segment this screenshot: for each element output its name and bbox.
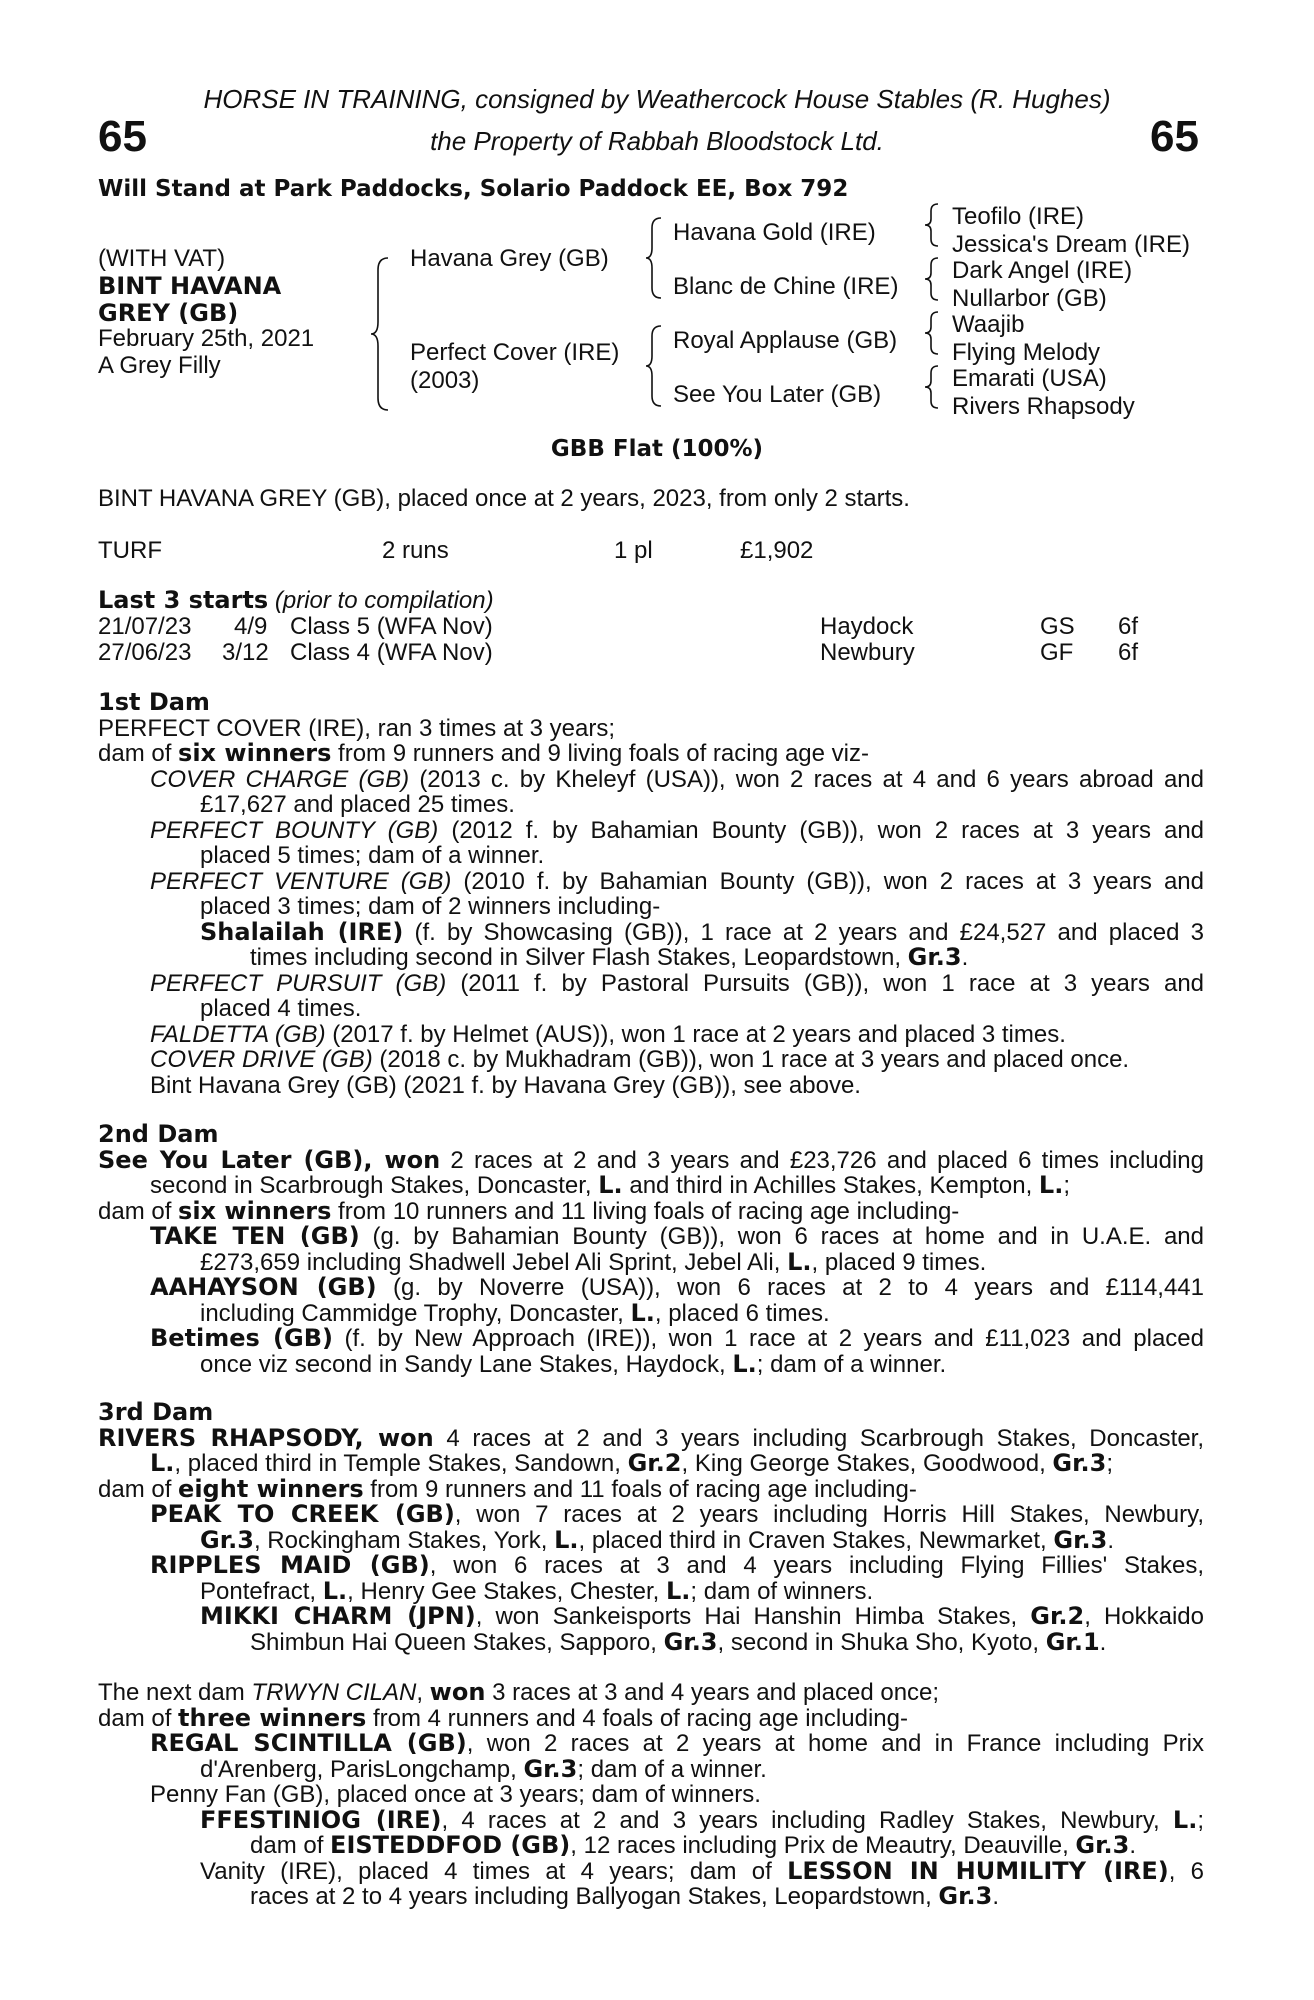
pedigree-sdd: Nullarbor (GB) [952,285,1107,312]
second-dam-line: See You Later (GB), won 2 races at 2 and 3 years and £23,726 and placed 6 times including [98,1145,1204,1174]
grand-produce-entry-cont: times including second in Silver Flash Stakes, Leopardstown, Gr.3. [250,943,969,971]
grand-produce-entry: Vanity (IRE), placed 4 times at 4 years; dam of LESSON IN HUMILITY (IRE), 6 [200,1856,1205,1885]
start-going: GF [1040,639,1074,666]
third-dam-produce-line: dam of eight winners from 9 runners and 11 foals of racing age including- [98,1474,917,1503]
third-dam-line: RIVERS RHAPSODY, won 4 races at 2 and 3 years including Scarbrough Stakes, Doncaster, [98,1423,1204,1452]
pedigree-dss: Waajib [952,311,1025,338]
second-dam-title: 2nd Dam [98,1120,219,1148]
lot-number-left: 65 [98,112,147,161]
produce-entry: REGAL SCINTILLA (GB), won 2 races at 2 years at home and in France including Prix [150,1729,1204,1757]
record-earnings: £1,902 [740,537,814,564]
horse-name-line2: GREY (GB) [98,299,239,327]
grand-produce-entry: FFESTINIOG (IRE), 4 races at 2 and 3 years including Radley Stakes, Newbury, L.; [200,1805,1204,1834]
race-summary: BINT HAVANA GREY (GB), placed once at 2 years, 2023, from only 2 starts. [98,485,910,512]
pedigree-sss: Teofilo (IRE) [952,203,1085,230]
start-course: Newbury [820,639,915,666]
second-dam-line-cont: second in Scarbrough Stakes, Doncaster, L. and third in Achilles Stakes, Kempton, L.; [150,1171,1071,1199]
third-dam-line-cont: L., placed third in Temple Stakes, Sandown, Gr.2, King George Stakes, Goodwood, Gr.3; [150,1449,1114,1477]
produce-entry: PERFECT BOUNTY (GB) (2012 f. by Bahamian Bounty (GB)), won 2 races at 3 years and [150,816,1205,844]
record-placed: 1 pl [614,537,653,564]
start-race: Class 4 (WFA Nov) [290,639,493,666]
pedigree-sire: Havana Grey (GB) [410,245,609,272]
second-dam-produce-line: dam of six winners from 10 runners and 11 living foals of racing age including- [98,1196,960,1225]
last-starts-heading [98,588,494,614]
last-starts-note: (prior to compilation) [274,587,494,614]
vat-note: (WITH VAT) [98,245,226,272]
pedigree-dam-year: (2003) [410,367,480,394]
start-date: 21/07/23 [98,613,192,640]
pedigree-dds: Emarati (USA) [952,365,1107,392]
gbb-rating: GBB Flat (100%) [550,436,764,462]
pedigree-brace-dd [924,364,940,410]
pedigree-brace-dam [645,324,663,408]
grand-produce-entry-cont: Shimbun Hai Queen Stakes, Sapporo, Gr.3, second in Shuka Sho, Kyoto, Gr.1. [250,1627,1107,1656]
lot-number-right: 65 [1150,112,1199,161]
first-dam-produce-line: dam of six winners from 9 runners and 9 living foals of racing age viz- [98,739,869,767]
produce-entry: PEAK TO CREEK (GB), won 7 races at 2 years including Horris Hill Stakes, Newbury, [150,1500,1205,1528]
produce-entry: FALDETTA (GB) (2017 f. by Helmet (AUS)), won 1 race at 2 years and placed 3 times. [150,1020,1066,1048]
start-going: GS [1040,613,1075,640]
second-dam-section [98,1122,1204,1377]
start-distance: 6f [1118,613,1139,640]
produce-entry: PERFECT VENTURE (GB) (2010 f. by Bahamian Bounty (GB)), won 2 races at 3 years and [150,867,1204,895]
produce-entry-cont: placed 5 times; dam of a winner. [200,842,545,869]
next-dam-section [98,1680,1204,1910]
third-dam-title: 3rd Dam [98,1398,214,1426]
start-date: 27/06/23 [98,639,192,666]
produce-entry: Bint Havana Grey (GB) (2021 f. by Havana Grey (GB)), see above. [150,1071,861,1099]
produce-entry-cont: placed 3 times; dam of 2 winners including- [200,893,661,920]
stand-location: Will Stand at Park Paddocks, Solario Paddock EE, Box 792 [98,176,849,202]
pedigree-ssd: Jessica's Dream (IRE) [952,231,1190,258]
grand-produce-entry-cont: races at 2 to 4 years including Ballyogan Stakes, Leopardstown, Gr.3. [250,1882,1000,1910]
next-dam-line: The next dam TRWYN CILAN, won 3 races at 3 and 4 years and placed once; [98,1678,940,1706]
start-course: Haydock [820,613,914,640]
next-dam-produce-line: dam of three winners from 4 runners and 4 foals of racing age including- [98,1703,908,1732]
grand-produce-entry: MIKKI CHARM (JPN), won Sankeisports Hai Hanshin Himba Stakes, Gr.2, Hokkaido [200,1602,1205,1630]
consignor-line: HORSE IN TRAINING, consigned by Weathercock House Stables (R. Hughes) [203,84,1111,114]
pedigree-brace-ss [924,202,940,248]
produce-entry: COVER DRIVE (GB) (2018 c. by Mukhadram (GB)), won 1 race at 3 years and placed once. [150,1046,1130,1073]
produce-entry: PERFECT PURSUIT (GB) (2011 f. by Pastoral Pursuits (GB)), won 1 race at 3 years and [150,969,1205,997]
produce-entry-cont: £273,659 including Shadwell Jebel Ali Sprint, Jebel Ali, L., placed 9 times. [200,1247,987,1276]
produce-entry: TAKE TEN (GB) (g. by Bahamian Bounty (GB)), won 6 races at home and in U.A.E. and [150,1222,1204,1250]
pedigree-brace-sire [645,216,663,300]
pedigree-brace-sd [924,256,940,302]
grand-produce-entry: Shalailah (IRE) (f. by Showcasing (GB)), 1 race at 2 years and £24,527 and placed 3 [200,917,1204,946]
produce-entry-cont: once viz second in Sandy Lane Stakes, Haydock, L.; dam of a winner. [200,1349,947,1378]
start-position: 4/9 [234,613,268,640]
horse-dob: February 25th, 2021 [98,325,315,352]
pedigree-dam-sire: Royal Applause (GB) [673,327,898,354]
produce-entry: Betimes (GB) (f. by New Approach (IRE)), won 1 race at 2 years and £11,023 and placed [150,1324,1204,1352]
first-dam-line: PERFECT COVER (IRE), ran 3 times at 3 years; [98,714,616,742]
pedigree-sire-dam: Blanc de Chine (IRE) [673,273,899,300]
pedigree-brace-ds [924,310,940,356]
start-distance: 6f [1118,639,1139,666]
horse-description: A Grey Filly [98,352,221,379]
pedigree-brace-gen1 [370,256,390,412]
produce-entry: AAHAYSON (GB) (g. by Noverre (USA)), won 6 races at 2 to 4 years and £114,441 [150,1273,1205,1301]
first-dam-section [98,690,1204,1098]
produce-entry-cont: £17,627 and placed 25 times. [200,791,515,818]
produce-entry-cont: placed 4 times. [200,995,362,1022]
produce-entry-cont: Gr.3, Rockingham Stakes, York, L., placed third in Craven Stakes, Newmarket, Gr.3. [200,1525,1114,1554]
record-runs: 2 runs [382,537,449,564]
last-starts-title: Last 3 starts [98,586,269,614]
record-surface: TURF [98,537,162,564]
produce-entry-cont: Pontefract, L., Henry Gee Stakes, Chester, L.; dam of winners. [200,1576,874,1605]
produce-entry: RIPPLES MAID (GB), won 6 races at 3 and 4 years including Flying Fillies' Stakes, [150,1551,1205,1579]
property-line: the Property of Rabbah Bloodstock Ltd. [430,126,884,156]
produce-entry: Penny Fan (GB), placed once at 3 years; dam of winners. [150,1781,761,1808]
pedigree-ddd: Rivers Rhapsody [952,393,1135,420]
third-dam-section [98,1400,1204,1655]
pedigree-dsd: Flying Melody [952,339,1101,366]
grand-produce-entry-cont: dam of EISTEDDFOD (GB), 12 races including Prix de Meautry, Deauville, Gr.3. [250,1831,1137,1859]
produce-entry-cont: including Cammidge Trophy, Doncaster, L., placed 6 times. [200,1298,830,1327]
first-dam-title: 1st Dam [98,688,210,716]
start-race: Class 5 (WFA Nov) [290,613,493,640]
produce-entry: COVER CHARGE (GB) (2013 c. by Kheleyf (USA)), won 2 races at 4 and 6 years abroad and [150,765,1204,793]
horse-name-line1: BINT HAVANA [98,272,282,300]
pedigree-dam: Perfect Cover (IRE) [410,339,620,366]
pedigree-sire-sire: Havana Gold (IRE) [673,219,876,246]
produce-entry-cont: d'Arenberg, ParisLongchamp, Gr.3; dam of a winner. [200,1754,767,1783]
start-position: 3/12 [222,639,269,666]
pedigree-sds: Dark Angel (IRE) [952,257,1133,284]
pedigree-dam-dam: See You Later (GB) [673,381,882,408]
